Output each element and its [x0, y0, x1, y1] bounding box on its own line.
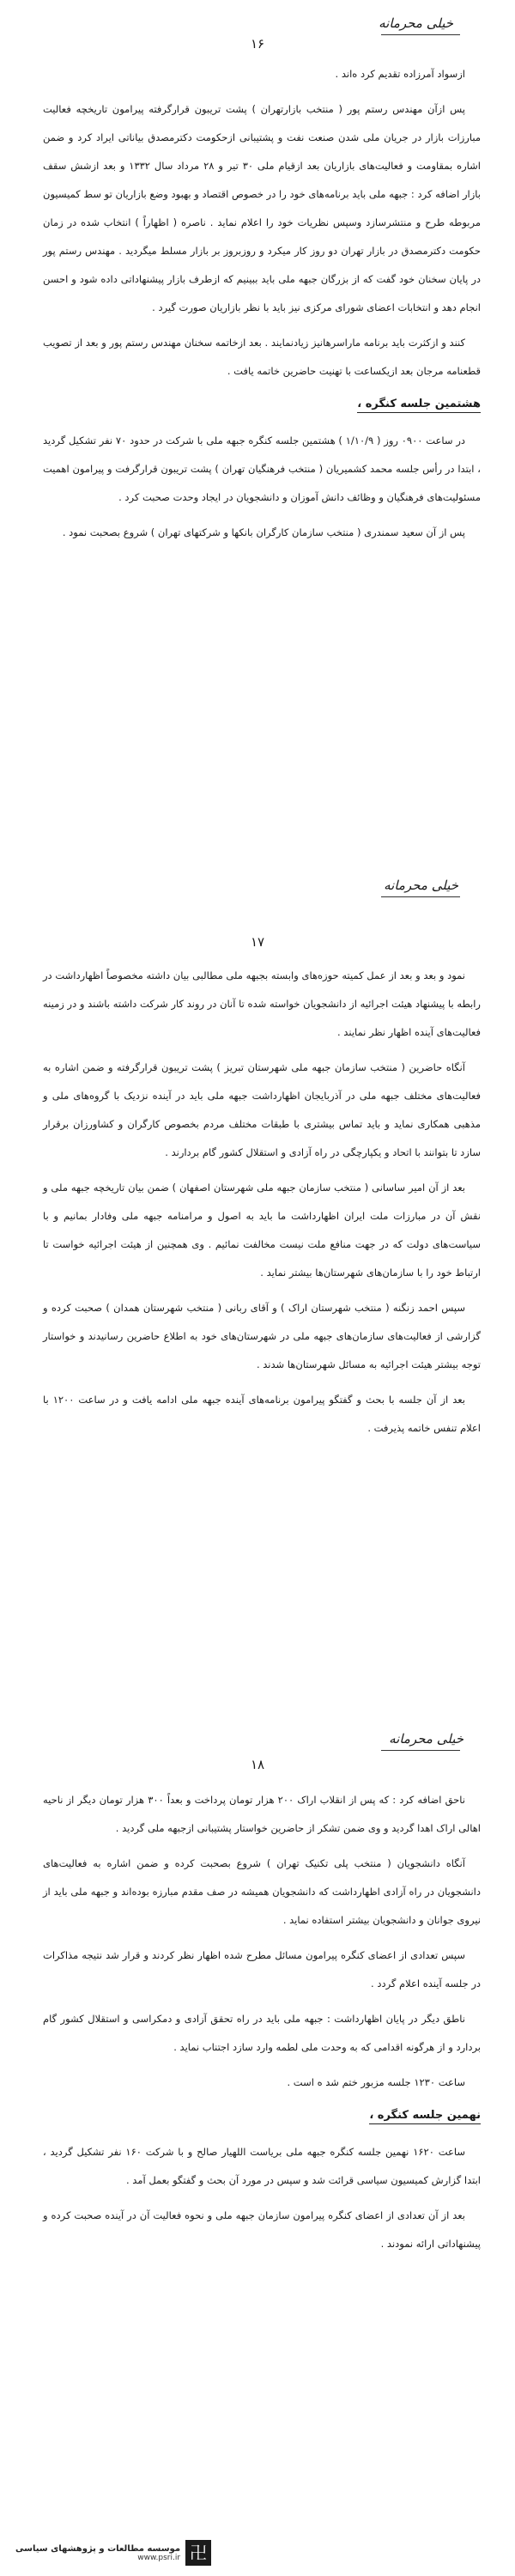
confidential-header: خیلی محرمانه: [384, 878, 458, 893]
page-number: ۱۶: [250, 36, 265, 52]
paragraph: بعد از آن تعدادی از اعضای کنگره پیرامون سازمان جبهه ملی و نحوه فعالیت آن در آینده صحبت کرده و پیشنهاداتی ارائه نمودند .: [43, 2209, 481, 2250]
page-body: [43, 1786, 481, 2265]
section-heading-text: نهمین جلسه کنگره ،: [369, 2109, 481, 2124]
paragraph: آنگاه دانشجویان ( منتخب پلی تکنیک تهران ) شروع بصحبت کرده و ضمن اشاره به فعالیت‌های دانشجویان در راه آزادی اظهارداشت که دانشجویان همیشه در صف مقدم مبارزه بوده‌اند و جبهه ملی باید از نیروی جوانان و دانشجویان بیشتر استفاده نماید .: [43, 1857, 481, 1926]
document-page-18: [0, 1717, 515, 2576]
paragraph: در ساعت ۰۹۰۰ روز ( ۱/۱۰/۹ ) هشتمین جلسه کنگره جبهه ملی با شرکت در حدود ۷۰ نفر تشکیل گردید ، ابتدا در رأس جلسه محمد کشمیریان ( منتخب فرهنگیان تهران ) پشت تریبون قرارگرفت و پیرامون اهمیت مسئولیت‌های فرهنگیان و وظائف دانش آموزان و دانشجویان در ایجاد وحدت صحبت کرد .: [43, 434, 481, 503]
header-underline: [381, 34, 460, 35]
swastika-logo-icon: 卍: [185, 2540, 211, 2566]
section-heading: [43, 2105, 481, 2126]
page-body: [43, 60, 481, 554]
logo-name: موسسه مطالعات و پژوهشهای سیاسی: [15, 2543, 181, 2554]
paragraph: سپس تعدادی از اعضای کنگره پیرامون مسائل مطرح شده اظهار نظر کردند و قرار شد نتیجه مذاکرات در جلسه آینده اعلام گردد .: [43, 1949, 481, 1990]
paragraph: بعد از آن امیر ساسانی ( منتخب سازمان جبهه ملی شهرستان اصفهان ) ضمن بیان تاریخچه جبهه ملی و نقش آن در مبارزات ملت ایران اظهارداشت ما باید به اصول و مرامنامه جبهه ملی وفادار بمانیم و با سیاست‌های دولت که در جهت منافع ملت نیست مخالفت نمائیم . وی همچنین از هیئت اجرائیه خواست تا ارتباط خود را با سازمان‌های شهرستان‌ها بیشتر نماید .: [43, 1182, 481, 1279]
paragraph: ساعت ۱۲۳۰ جلسه مزبور ختم شد ه است .: [287, 2076, 465, 2088]
paragraph: ازسواد آمرزاده تقدیم کرد ه‌اند .: [335, 68, 465, 80]
paragraph: ساعت ۱۶۲۰ نهمین جلسه کنگره جبهه ملی بریاست اللهیار صالح و با شرکت ۱۶۰ نفر تشکیل گردید ، ابتدا گزارش کمیسیون سیاسی قرائت شد و سپس در مورد آن بحث و گفتگو بعمل آمد .: [43, 2146, 481, 2186]
paragraph: ناحق اضافه کرد : که پس از انقلاب اراک ۲۰۰ هزار تومان پرداخت و بعداً ۳۰۰ هزار تومان دیگر از ناحیه اهالی اراک اهدا گردید و وی ضمن تشکر از حاضرین خواستار پشتیبانی ازجبهه ملی گردید .: [43, 1794, 481, 1834]
paragraph: ناطق دیگر در پایان اظهارداشت : جبهه ملی باید در راه تحقق آزادی و دمکراسی و استقلال کشور گام بردارد و از هرگونه اقدامی که به وحدت ملی لطمه وارد سازد اجتناب نماید .: [43, 2013, 481, 2053]
paragraph: نمود و بعد و بعد از عمل کمیته حوزه‌های وابسته بجبهه ملی مطالبی بیان داشته مخصوصاً اظهارداشت در رابطه با پیشنهاد هیئت اجرائیه از دانشجویان خواسته شده تا آنان در روند کار شرکت داشته باشند و در زمینه فعالیت‌های آینده اظهار نظر نمایند .: [43, 969, 481, 1038]
institute-logo: [15, 2540, 211, 2566]
page-number: ۱۷: [250, 934, 265, 950]
page-number: ۱۸: [250, 1757, 265, 1772]
paragraph: بعد از آن جلسه با بحث و گفتگو پیرامون برنامه‌های آینده جبهه ملی ادامه یافت و در ساعت ۱۲۰۰ با اعلام تنفس خاتمه پذیرفت .: [43, 1394, 481, 1434]
page-body: [43, 962, 481, 1449]
header-underline: [381, 896, 460, 897]
paragraph: پس از آن سعید سمندری ( منتخب سازمان کارگران بانکها و شرکتهای تهران ) شروع بصحبت نمود .: [62, 526, 465, 538]
paragraph: سپس احمد زنگنه ( منتخب شهرستان اراک ) و آقای ربانی ( منتخب شهرستان همدان ) صحبت کرده و گزارشی از فعالیت‌های سازمان‌های جبهه ملی در شهرستان‌های خود به اطلاع حاضرین رسانیدند و خواستار توجه بیشتر هیئت اجرائیه به مسائل شهرستان‌ها شدند .: [43, 1302, 481, 1370]
confidential-header: خیلی محرمانه: [379, 15, 453, 31]
confidential-header: خیلی محرمانه: [389, 1731, 464, 1747]
paragraph: کنند و ازکثرت باید برنامه ماراسرها‌نیز زیادنمایند . بعد ازخاتمه سخنان مهندس رستم پور و بعد از تصویب قطعنامه مرجان بعد ازیکساعت با تهنیت حاضرین خاتمه یافت .: [43, 337, 481, 377]
header-underline: [381, 1750, 460, 1751]
document-page-16: [0, 0, 515, 841]
section-heading: [43, 394, 481, 415]
paragraph: آنگاه حاضرین ( منتخب سازمان جبهه ملی شهرستان تبریز ) پشت تریبون قرارگرفته و ضمن اشاره به فعالیت‌های مختلف جبهه ملی در آذربایجان اظهارداشت جبهه ملی باید در آینده نزدیک با گروه‌های ملی و مذهبی همکاری نماید و باید تماس بیشتری با طبقات مختلف مردم بخصوص کارگران و کشاورزان برقرار سازد تا بتوانند با اتحاد و یکپارچگی در راه آزادی و استقلال کشور گام بردارند .: [43, 1061, 481, 1158]
logo-url: www.psri.ir: [137, 2553, 181, 2562]
document-page-17: [0, 859, 515, 1717]
paragraph: پس ازآن مهندس رستم پور ( منتخب بازارتهران ) پشت تریبون قرارگرفته پیرامون تاریخچه فعالیت مبارزات بازار در جریان ملی شدن صنعت نفت و پشتیبانی ازحکومت دکترمصدق بیاناتی ایراد کرد و ضمن اشاره بمقاومت و فعالیت‌های بازاریان بعد ازقیام ملی ۳۰ تیر و ۲۸ مرداد سال ۱۳۳۲ و بعد ازشش سقف بازار اضافه کرد : جبهه ملی باید برنامه‌های خود را در خصوص اقتصاد و بهبود وضع بازاریان تو سط کمیسیون مربوطه طرح و منتشرسازد وسپس نظریات خود را اعلام نماید . ناصره ( اظهاراً ) انتخاب شده در زمان حکومت دکترمصدق در بازار تهران دو روز کار میکرد و روزبروز بر بازار مسلط میگردید . مهندس رستم پور در پایان سخنان خود گفت که از بزرگان جبهه ملی باید ببینیم که ازطرف بازار پیشنهاداتی داده شود و احسن انجام دهد و انتخابات اعضای شورای مرکزی نیز باید با نظر بازاریان صورت گیرد .: [43, 103, 481, 313]
logo-text: [15, 2544, 180, 2562]
section-heading-text: هشتمین جلسه کنگره ،: [357, 398, 481, 413]
